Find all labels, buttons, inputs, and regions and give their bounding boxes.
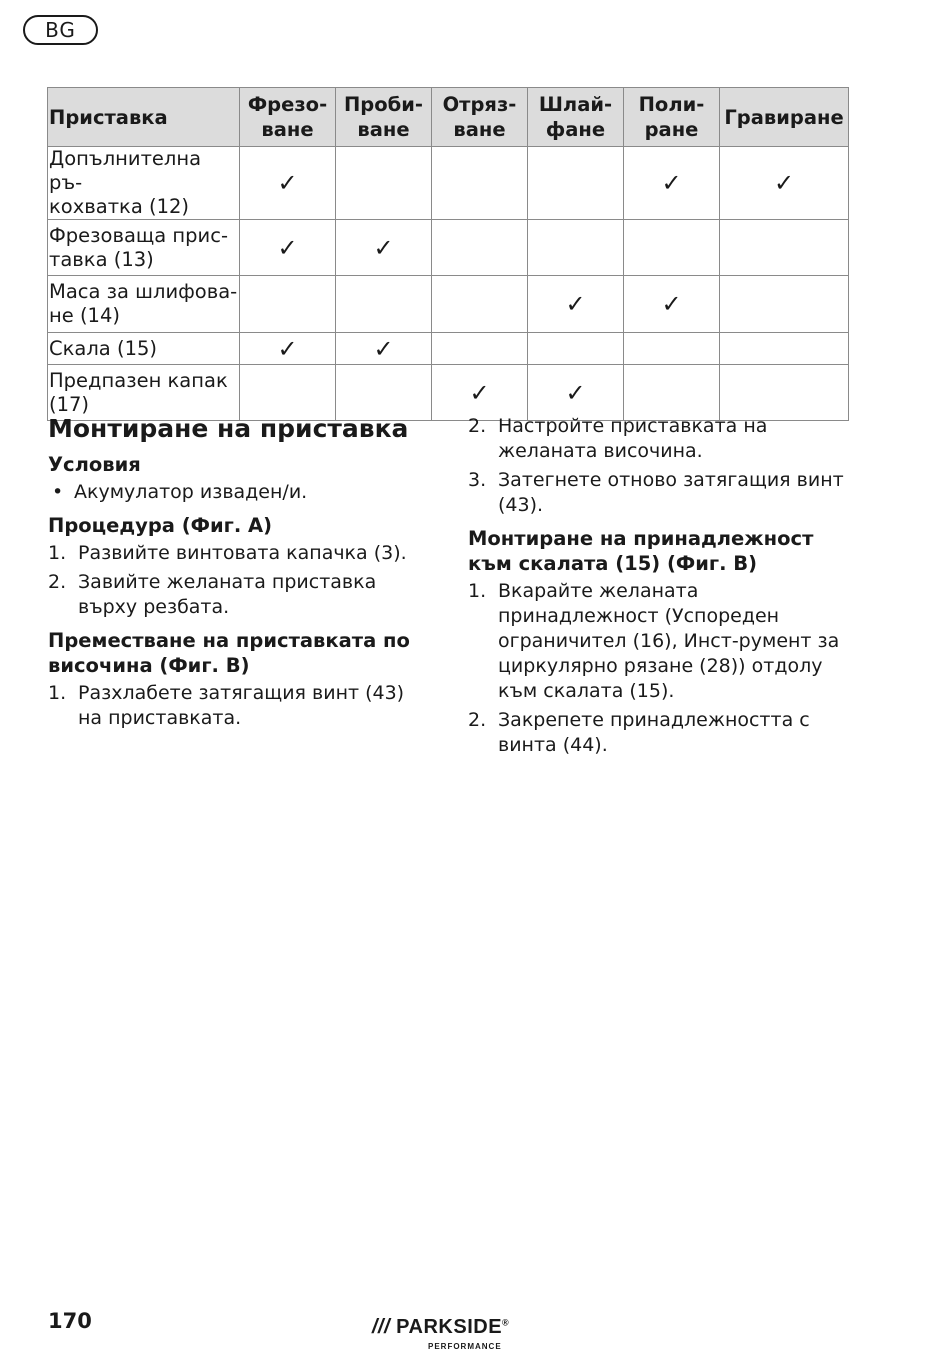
table-header-row bbox=[48, 88, 849, 147]
check-mark bbox=[432, 333, 528, 365]
step-number: 1. bbox=[468, 580, 487, 602]
language-badge: BG bbox=[23, 15, 98, 45]
accessory-name: Допълнителна ръ- кохватка (12) bbox=[48, 147, 240, 220]
list-item-text: Затегнете отново затягащия винт (43). bbox=[498, 469, 844, 516]
check-mark bbox=[720, 276, 849, 333]
check-mark bbox=[624, 365, 720, 421]
left-column bbox=[48, 412, 428, 739]
accessory-name: Предпазен капак (17) bbox=[48, 365, 240, 421]
table-header-cell: Поли- ране bbox=[624, 88, 720, 147]
check-mark bbox=[720, 220, 849, 276]
list-item bbox=[468, 468, 853, 518]
check-mark: ✓ bbox=[336, 333, 432, 365]
check-mark bbox=[720, 365, 849, 421]
table-header-cell: Фрезо- ване bbox=[240, 88, 336, 147]
conditions-list bbox=[48, 480, 428, 505]
check-mark bbox=[336, 147, 432, 220]
accessory-name: Скала (15) bbox=[48, 333, 240, 365]
list-item-text: Акумулатор изваден/и. bbox=[74, 481, 308, 503]
accessory-table bbox=[47, 87, 849, 421]
check-mark bbox=[432, 220, 528, 276]
section-title: Монтиране на приставка bbox=[48, 414, 409, 443]
step-number: 3. bbox=[468, 469, 487, 491]
bullet: • bbox=[52, 481, 64, 503]
step-number: 2. bbox=[468, 709, 487, 731]
check-mark bbox=[528, 333, 624, 365]
check-mark: ✓ bbox=[528, 365, 624, 421]
step-number: 1. bbox=[48, 682, 67, 704]
list-item bbox=[48, 570, 428, 620]
table-header-cell: Шлай- фане bbox=[528, 88, 624, 147]
list-item bbox=[48, 681, 428, 731]
table-header-cell: Отряз- ване bbox=[432, 88, 528, 147]
height-adjust-heading: Преместване на приставката по височина (Фиг. B) bbox=[48, 629, 410, 677]
check-mark bbox=[432, 147, 528, 220]
list-item bbox=[468, 579, 853, 704]
list-item-text: Вкарайте желаната принадлежност (Успореден ограничител (16), Инст-румент за циркулярно рязане (28)) отдолу към скалата (15). bbox=[498, 580, 840, 702]
check-mark: ✓ bbox=[432, 365, 528, 421]
accessory-name: Фрезоваща прис- тавка (13) bbox=[48, 220, 240, 276]
logo-subtitle: PERFORMANCE bbox=[428, 1342, 502, 1351]
registered-mark: ® bbox=[502, 1317, 510, 1328]
check-mark bbox=[720, 333, 849, 365]
table-row bbox=[48, 276, 849, 333]
list-item bbox=[48, 480, 428, 505]
list-item bbox=[468, 414, 853, 464]
step-number: 1. bbox=[48, 542, 67, 564]
check-mark: ✓ bbox=[720, 147, 849, 220]
right-column bbox=[468, 414, 853, 766]
list-item bbox=[468, 708, 853, 758]
list-item-text: Развийте винтовата капачка (3). bbox=[78, 542, 407, 564]
table-row bbox=[48, 220, 849, 276]
logo-brand-text: PARKSIDE bbox=[396, 1316, 503, 1338]
check-mark: ✓ bbox=[624, 276, 720, 333]
check-mark bbox=[624, 333, 720, 365]
list-item-text: Разхлабете затягащия винт (43) на приставката. bbox=[78, 682, 405, 729]
conditions-heading: Условия bbox=[48, 453, 141, 476]
step-number: 2. bbox=[48, 571, 67, 593]
table-header-cell: Гравиране bbox=[720, 88, 849, 147]
scale-accessory-list bbox=[468, 579, 853, 758]
accessory-name: Маса за шлифова- не (14) bbox=[48, 276, 240, 333]
procedure-list bbox=[48, 541, 428, 620]
procedure-heading: Процедура (Фиг. A) bbox=[48, 514, 273, 537]
height-adjust-list-continued bbox=[468, 414, 853, 518]
height-adjust-list bbox=[48, 681, 428, 731]
check-mark bbox=[528, 147, 624, 220]
check-mark bbox=[528, 220, 624, 276]
check-mark: ✓ bbox=[240, 220, 336, 276]
page-number: 170 bbox=[48, 1309, 92, 1333]
check-mark bbox=[624, 220, 720, 276]
check-mark: ✓ bbox=[528, 276, 624, 333]
logo-wordmark bbox=[372, 1316, 509, 1339]
table-row bbox=[48, 333, 849, 365]
check-mark: ✓ bbox=[240, 333, 336, 365]
step-number: 2. bbox=[468, 415, 487, 437]
table-header-cell: Приставка bbox=[48, 88, 240, 147]
list-item bbox=[48, 541, 428, 566]
check-mark bbox=[336, 276, 432, 333]
logo-slashes: /// bbox=[372, 1316, 391, 1338]
table-row bbox=[48, 147, 849, 220]
check-mark bbox=[240, 276, 336, 333]
parkside-logo bbox=[372, 1316, 532, 1356]
check-mark bbox=[432, 276, 528, 333]
check-mark: ✓ bbox=[336, 220, 432, 276]
list-item-text: Настройте приставката на желаната височина. bbox=[498, 415, 768, 462]
check-mark: ✓ bbox=[624, 147, 720, 220]
scale-accessory-heading: Монтиране на принадлежност към скалата (15) (Фиг. B) bbox=[468, 527, 814, 575]
table-header-cell: Проби- ване bbox=[336, 88, 432, 147]
list-item-text: Закрепете принадлежността с винта (44). bbox=[498, 709, 810, 756]
check-mark: ✓ bbox=[240, 147, 336, 220]
list-item-text: Завийте желаната приставка върху резбата. bbox=[78, 571, 377, 618]
